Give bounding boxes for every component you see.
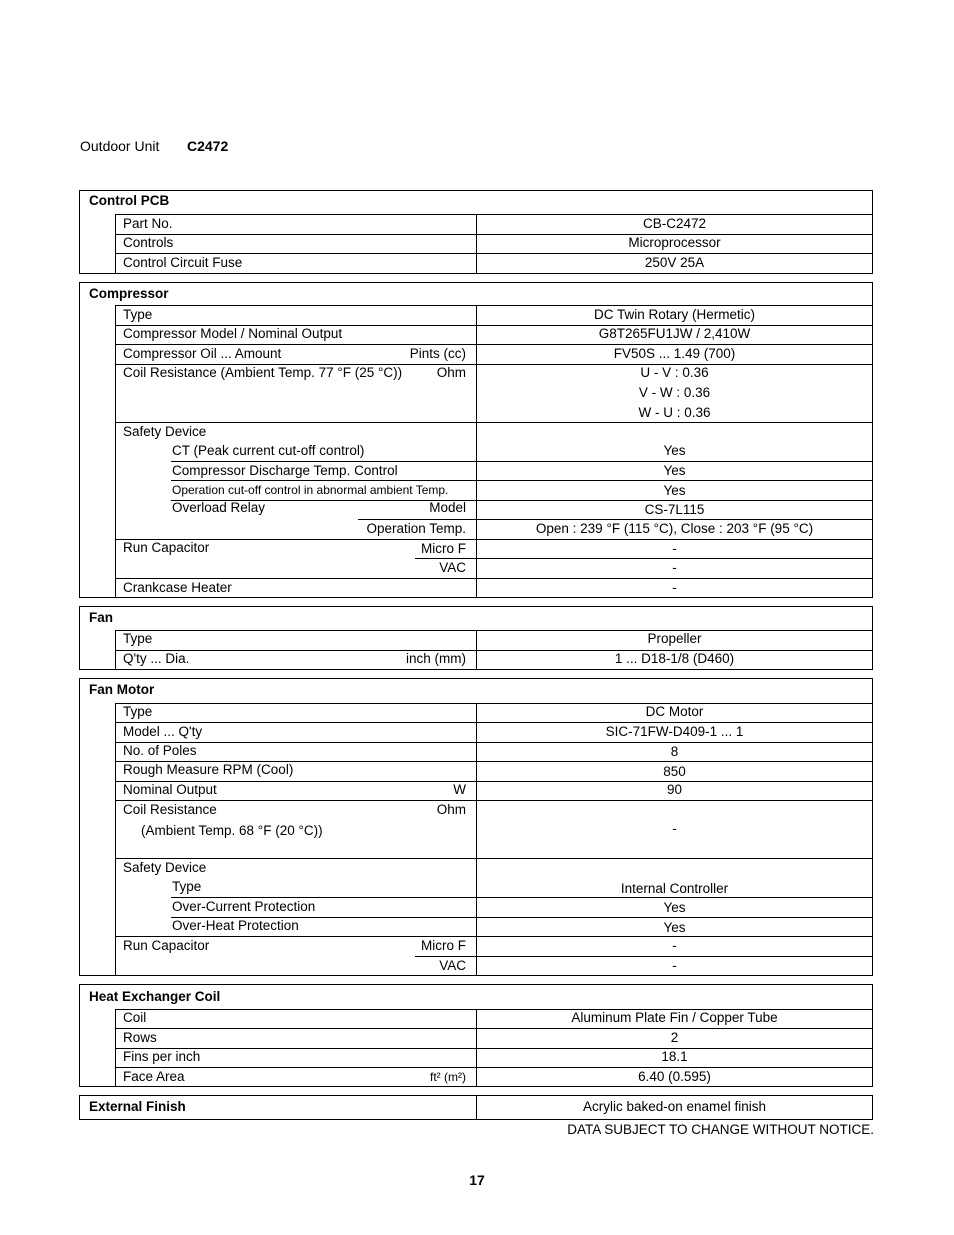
section-title: External Finish bbox=[89, 1099, 186, 1114]
notice: DATA SUBJECT TO CHANGE WITHOUT NOTICE. bbox=[567, 1122, 874, 1137]
hex-coil-label: Coil bbox=[123, 1010, 147, 1025]
hex-fins-label: Fins per inch bbox=[123, 1049, 201, 1064]
comp-oil-unit: Pints (cc) bbox=[409, 346, 466, 361]
comp-type-label: Type bbox=[123, 307, 153, 322]
fm-runcap-vac-value: - bbox=[672, 958, 677, 973]
comp-type-value: DC Twin Rotary (Hermetic) bbox=[593, 307, 756, 322]
comp-runcap-micro-value: - bbox=[672, 541, 677, 556]
unit-label: Outdoor Unit bbox=[80, 138, 160, 154]
fan-type-label: Type bbox=[123, 631, 153, 646]
comp-discharge-value: Yes bbox=[663, 463, 686, 478]
section-title: Compressor bbox=[89, 286, 169, 301]
hex-face-label: Face Area bbox=[123, 1069, 185, 1084]
fm-coil-sub: (Ambient Temp. 68 °F (20 °C)) bbox=[141, 823, 323, 838]
comp-runcap-label: Run Capacitor bbox=[123, 540, 210, 555]
comp-overload-model-value: CS-7L115 bbox=[644, 502, 705, 517]
controls-value: Microprocessor bbox=[628, 235, 721, 250]
fm-overcurrent-label: Over-Current Protection bbox=[172, 899, 316, 914]
section-title: Control PCB bbox=[89, 193, 170, 208]
fm-overheat-label: Over-Heat Protection bbox=[172, 918, 299, 933]
comp-overload-temp-label: Operation Temp. bbox=[366, 521, 466, 536]
comp-ambient-value: Yes bbox=[663, 483, 686, 498]
comp-overload-model-label: Model bbox=[429, 500, 466, 515]
comp-crankcase-label: Crankcase Heater bbox=[123, 580, 232, 595]
comp-runcap-vac-label: VAC bbox=[439, 560, 466, 575]
hex-rows-value: 2 bbox=[670, 1030, 679, 1045]
fm-type-value: DC Motor bbox=[645, 704, 704, 719]
model-number: C2472 bbox=[187, 138, 229, 154]
fan-type-value: Propeller bbox=[647, 631, 702, 646]
fan-qty-unit: inch (mm) bbox=[406, 651, 466, 666]
fuse-label: Control Circuit Fuse bbox=[123, 255, 243, 270]
comp-safety-label: Safety Device bbox=[123, 424, 207, 439]
fm-type-label: Type bbox=[123, 704, 153, 719]
comp-ct-value: Yes bbox=[663, 443, 686, 458]
hex-coil-value: Aluminum Plate Fin / Copper Tube bbox=[571, 1010, 778, 1025]
fm-safety-type-value: Internal Controller bbox=[620, 881, 729, 896]
fm-poles-label: No. of Poles bbox=[123, 743, 197, 758]
page-number: 17 bbox=[469, 1172, 485, 1188]
comp-oil-label: Compressor Oil ... Amount bbox=[123, 346, 282, 361]
hex-rows-label: Rows bbox=[123, 1030, 157, 1045]
comp-ambient-label: Operation cut-off control in abnormal ambient Temp. bbox=[172, 483, 449, 497]
fm-output-unit: W bbox=[453, 782, 466, 797]
fm-overcurrent-value: Yes bbox=[663, 900, 686, 915]
fm-overheat-value: Yes bbox=[663, 920, 686, 935]
hex-fins-value: 18.1 bbox=[661, 1049, 688, 1064]
comp-model-value: G8T265FU1JW / 2,410W bbox=[598, 326, 751, 341]
comp-model-label: Compressor Model / Nominal Output bbox=[123, 326, 343, 341]
comp-overload-label: Overload Relay bbox=[172, 500, 266, 515]
fan-qty-value: 1 ... D18-1/8 (D460) bbox=[614, 651, 735, 666]
fm-rpm-value: 850 bbox=[663, 764, 686, 779]
controls-label: Controls bbox=[123, 235, 174, 250]
fm-model-label: Model ... Q'ty bbox=[123, 724, 203, 739]
comp-runcap-vac-value: - bbox=[672, 560, 677, 575]
section-title: Fan Motor bbox=[89, 682, 155, 697]
part-no-value: CB-C2472 bbox=[642, 216, 707, 231]
comp-coil-wu: W - U : 0.36 bbox=[638, 405, 711, 420]
comp-coil-uv: U - V : 0.36 bbox=[640, 365, 709, 380]
fm-coil-value: - bbox=[672, 821, 677, 836]
fm-runcap-vac-label: VAC bbox=[439, 958, 466, 973]
fm-runcap-label: Run Capacitor bbox=[123, 938, 210, 953]
section-title: Fan bbox=[89, 610, 114, 625]
fm-poles-value: 8 bbox=[670, 744, 679, 759]
fm-runcap-micro-label: Micro F bbox=[421, 938, 466, 953]
fan-qty-label: Q'ty ... Dia. bbox=[123, 651, 190, 666]
comp-ct-label: CT (Peak current cut-off control) bbox=[172, 443, 365, 458]
hex-face-unit: ft² (m²) bbox=[430, 1070, 466, 1084]
finish-value: Acrylic baked-on enamel finish bbox=[582, 1099, 767, 1114]
comp-overload-temp-value: Open : 239 °F (115 °C), Close : 203 °F (95 °C) bbox=[535, 521, 814, 536]
fm-coil-label: Coil Resistance bbox=[123, 802, 217, 817]
hex-face-value: 6.40 (0.595) bbox=[638, 1069, 711, 1084]
fm-model-value: SIC-71FW-D409-1 ... 1 bbox=[605, 724, 744, 739]
fm-rpm-label: Rough Measure RPM (Cool) bbox=[123, 762, 294, 777]
fm-safety-label: Safety Device bbox=[123, 860, 207, 875]
fm-output-label: Nominal Output bbox=[123, 782, 217, 797]
fm-runcap-micro-value: - bbox=[672, 938, 677, 953]
comp-coil-label: Coil Resistance (Ambient Temp. 77 °F (25 °C)) bbox=[123, 365, 403, 380]
section-title: Heat Exchanger Coil bbox=[89, 989, 221, 1004]
part-no-label: Part No. bbox=[123, 216, 173, 231]
comp-coil-unit: Ohm bbox=[436, 365, 466, 380]
comp-coil-vw: V - W : 0.36 bbox=[638, 385, 711, 400]
fm-safety-type-label: Type bbox=[172, 879, 202, 894]
comp-discharge-label: Compressor Discharge Temp. Control bbox=[172, 463, 398, 478]
comp-runcap-micro-label: Micro F bbox=[421, 541, 466, 556]
fm-coil-unit: Ohm bbox=[436, 802, 466, 817]
comp-oil-value: FV50S ... 1.49 (700) bbox=[613, 346, 736, 361]
fuse-value: 250V 25A bbox=[644, 255, 705, 270]
fm-output-value: 90 bbox=[666, 782, 683, 797]
comp-crankcase-value: - bbox=[672, 580, 677, 595]
